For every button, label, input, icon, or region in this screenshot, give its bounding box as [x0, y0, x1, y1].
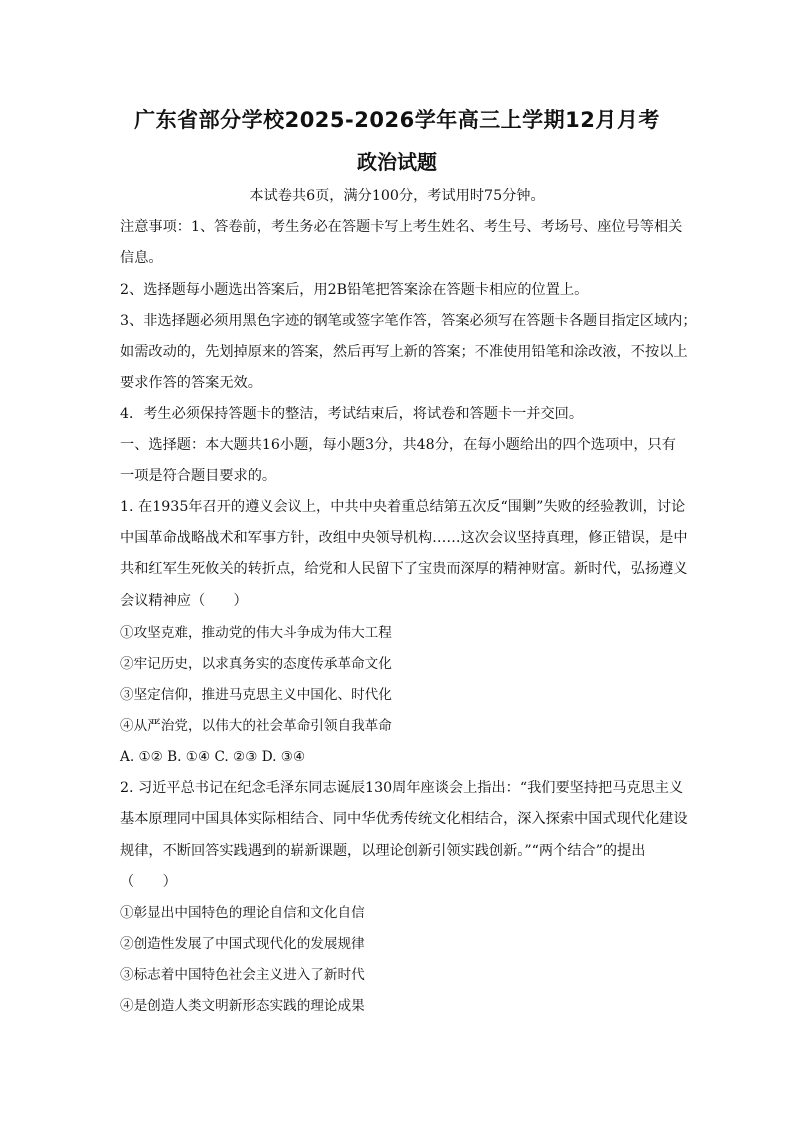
question-2-stem: （ ）	[120, 874, 177, 890]
question-2-option: ③标志着中国特色社会主义进入了新时代	[120, 967, 365, 983]
notice-line: 2、选择题每小题选出答案后，用2B铅笔把答案涂在答题卡相应的位置上。	[120, 282, 589, 298]
exam-subtitle: 政治试题	[357, 150, 437, 174]
section-heading: 一项是符合题目要求的。	[120, 468, 277, 484]
question-1-option: ①攻坚克难，推动党的伟大斗争成为伟大工程	[120, 625, 392, 641]
question-2-option: ②创造性发展了中国式现代化的发展规律	[120, 936, 365, 952]
question-2-option: ④是创造人类文明新形态实践的理论成果	[120, 998, 365, 1014]
notice-line: 如需改动的，先划掉原来的答案，然后再写上新的答案；不准使用铅笔和涂改液，不按以上	[120, 344, 688, 360]
question-1-stem: 1. 在1935年召开的遵义会议上，中共中央着重总结第五次反“围剿”失败的经验教训，讨论	[120, 499, 686, 515]
question-2-stem: 基本原理同中国具体实际相结合、同中华优秀传统文化相结合，深入探索中国式现代化建设	[120, 811, 688, 827]
question-1-stem: 中国革命战略战术和军事方针，改组中央领导机构……这次会议坚持真理，修正错误，是中	[120, 530, 688, 546]
question-2-option: ①彰显出中国特色的理论自信和文化自信	[120, 905, 365, 921]
question-1-option: ②牢记历史，以求真务实的态度传承革命文化	[120, 656, 392, 672]
notice-line: 要求作答的答案无效。	[120, 375, 262, 391]
question-1-stem: 共和红军生死攸关的转折点，给党和人民留下了宝贵而深厚的精神财富。新时代，弘扬遵义	[120, 561, 688, 577]
notice-line: 4．考生必须保持答题卡的整洁，考试结束后，将试卷和答题卡一并交回。	[120, 406, 584, 422]
question-1-option: ③坚定信仰，推进马克思主义中国化、时代化	[120, 687, 392, 703]
exam-title: 广东省部分学校2025-2026学年高三上学期12月月考	[134, 108, 660, 132]
question-2-stem: 规律，不断回答实践遇到的崭新课题，以理论创新引领实践创新。”“两个结合”的提出	[120, 843, 646, 859]
question-1-choices: A. ①② B. ①④ C. ②③ D. ③④	[120, 749, 306, 765]
section-heading: 一、选择题：本大题共16小题，每小题3分，共48分，在每小题给出的四个选项中，只有	[120, 437, 676, 453]
exam-info: 本试卷共6页，满分100分，考试用时75分钟。	[249, 188, 545, 204]
notice-line: 3、非选择题必须用黑色字迹的钢笔或签字笔作答，答案必须写在答题卡各题目指定区域内；	[120, 313, 697, 329]
question-1-option: ④从严治党，以伟大的社会革命引领自我革命	[120, 718, 392, 734]
notice-line: 信息。	[120, 250, 163, 266]
question-1-stem: 会议精神应（ ）	[120, 593, 248, 609]
question-2-stem: 2. 习近平总书记在纪念毛泽东同志诞辰130周年座谈会上指出：“我们要坚持把马克思主义	[120, 780, 684, 796]
notice-line: 注意事项：1、答卷前，考生务必在答题卡写上考生姓名、考生号、考场号、座位号等相关	[120, 219, 683, 235]
